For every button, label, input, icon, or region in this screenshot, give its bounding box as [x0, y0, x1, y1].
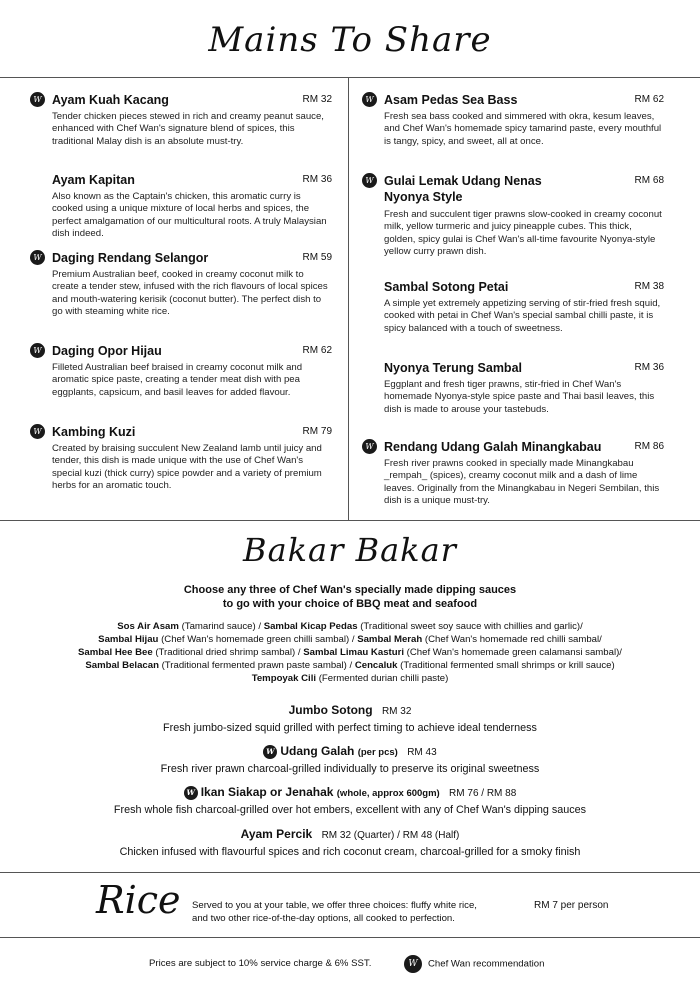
- bbq-item: [0, 826, 700, 860]
- dish-price: RM 62: [302, 345, 332, 356]
- dish-price: RM 59: [302, 252, 332, 263]
- sauce-desc: (Traditional dried shrimp sambal) /: [152, 647, 304, 658]
- rice-desc-line: Served to you at your table, we offer three choices: fluffy white rice,: [192, 900, 477, 911]
- bbq-item-qualifier: (per pcs): [357, 747, 398, 758]
- bbq-item-price: RM 32: [381, 706, 412, 717]
- dish-price: RM 62: [634, 94, 664, 105]
- bbq-item-description: Chicken infused with flavourful spices and rich coconut cream, charcoal-grilled for a smoky finish: [119, 846, 581, 858]
- dish-description: Created by braising succulent New Zealand lamb until juicy and tender, this dish is made unique with the use of Chef Wan's special kuzi (thick curry) spice powder and a variety of premium herbs for an aromatic touch.: [52, 443, 322, 492]
- dish-item: [362, 360, 664, 416]
- bbq-item-description: Fresh river prawn charcoal-grilled individually to preserve its original sweetness: [160, 763, 540, 775]
- sauce-name: Sos Air Asam: [117, 621, 179, 632]
- dish-item: [30, 92, 332, 148]
- dish-item: [362, 279, 664, 335]
- column-divider: [348, 77, 349, 520]
- bbq-item-name: Ikan Siakap or Jenahak: [200, 785, 334, 799]
- intro-line: Choose any three of Chef Wan's specially made dipping sauces: [183, 584, 517, 596]
- chef-recommendation-icon: W: [362, 439, 377, 454]
- dish-name: Ayam Kapitan: [52, 173, 135, 187]
- dish-description: Fresh and succulent tiger prawns slow-cooked in creamy coconut milk, yellow turmeric and juicy pineapple cubes. This thick, golden, spicy gulai is Chef Wan's all-time favourite Nyonya-style yellow curry prawn dish.: [384, 209, 662, 258]
- dish-description: Eggplant and fresh tiger prawns, stir-fried in Chef Wan's homemade Nyonya-style spice paste and Thai basil leaves, this dish is made to arouse your tastebuds.: [384, 379, 655, 415]
- sauce-line: [0, 646, 700, 659]
- mains-section-title: Mains To Share: [208, 20, 492, 60]
- recommendation-legend: [404, 955, 544, 974]
- sauce-list: [0, 620, 700, 685]
- chef-recommendation-icon: W: [362, 92, 377, 107]
- sauce-name: Sambal Kicap Pedas: [263, 621, 358, 632]
- bbq-item-price: RM 76 / RM 88: [449, 788, 517, 799]
- dish-item: [30, 424, 332, 493]
- divider: [0, 872, 700, 873]
- chef-recommendation-icon: W: [184, 786, 198, 800]
- dish-description: Tender chicken pieces stewed in rich and creamy peanut sauce, enhanced with Chef Wan's signature blend of spices, this traditional Malay dish is an absolute must-try.: [52, 111, 324, 147]
- dish-price: RM 38: [634, 281, 664, 292]
- dish-price: RM 79: [302, 426, 332, 437]
- bbq-item: [0, 784, 700, 818]
- chef-recommendation-icon: W: [362, 173, 377, 188]
- dish-name: Daging Rendang Selangor: [52, 251, 209, 265]
- divider: [0, 77, 700, 78]
- chef-recommendation-icon: W: [404, 955, 422, 973]
- chef-recommendation-icon: W: [30, 424, 45, 439]
- chef-recommendation-icon: W: [30, 92, 45, 107]
- chef-recommendation-icon: W: [263, 745, 277, 759]
- bbq-item-price: RM 43: [407, 747, 437, 758]
- bbq-item-description: Fresh whole fish charcoal-grilled over hot embers, excellent with any of Chef Wan's dipping sauces: [113, 804, 587, 816]
- bbq-item-description: Fresh jumbo-sized squid grilled with perfect timing to achieve ideal tenderness: [163, 722, 537, 734]
- bakar-section-title: Bakar Bakar: [243, 531, 457, 569]
- dish-description: A simple yet extremely appetizing serving of stir-fried fresh squid, cooked with petai in Chef Wan's special sambal chilli paste, it is spicy balanced with a touch of sweetness.: [384, 298, 661, 334]
- sauce-name: Sambal Limau Kasturi: [303, 647, 404, 658]
- dish-description: Also known as the Captain's chicken, this aromatic curry is cooked using a unique mixture of local herbs and spices, the perfect amalgamation of our multicultural roots. A truly Malaysian dish indeed.: [52, 191, 327, 240]
- dish-item: [30, 343, 332, 399]
- sauce-name: Cencaluk: [354, 660, 398, 671]
- sauce-desc: (Tamarind sauce) /: [178, 621, 264, 632]
- dish-name: Gulai Lemak Udang Nenas Nyonya Style: [384, 174, 542, 204]
- sauce-desc: (Chef Wan's homemade green calamansi sambal)/: [403, 647, 622, 658]
- dish-name: Rendang Udang Galah Minangkabau: [384, 440, 602, 454]
- bbq-item: [0, 743, 700, 777]
- dish-price: RM 36: [302, 174, 332, 185]
- dish-name: Kambing Kuzi: [52, 425, 136, 439]
- dish-description: Fresh river prawns cooked in specially made Minangkabau _rempah_ (spices), creamy coconut milk and a dash of lime leaves. Originally from the Minangkabau in Negeri Sembilan, this dish is a unique must-try.: [384, 458, 660, 507]
- dish-item: [362, 92, 664, 148]
- chef-recommendation-icon: W: [30, 250, 45, 265]
- sauce-desc: (Traditional sweet soy sauce with chillies and garlic)/: [357, 621, 583, 632]
- dish-item: [362, 173, 664, 259]
- sauce-line: [0, 620, 700, 633]
- dish-price: RM 68: [634, 175, 664, 186]
- bbq-item-price: RM 32 (Quarter) / RM 48 (Half): [321, 830, 460, 841]
- sauce-name: Sambal Hijau: [98, 634, 159, 645]
- sauce-line: [0, 659, 700, 672]
- dish-description: Premium Australian beef, cooked in creamy coconut milk to create a tender stew, infused with the rich flavours of local spices and mouth-watering kerisik (coconut butter). The perfect dish to go with steaming white rice.: [52, 269, 328, 318]
- bbq-item-qualifier: (whole, approx 600gm): [336, 788, 440, 799]
- divider: [0, 937, 700, 938]
- bbq-item-name: Ayam Percik: [240, 827, 313, 841]
- sauce-name: Tempoyak Cili: [251, 673, 317, 684]
- dish-item: [362, 439, 664, 508]
- bbq-item-name: Jumbo Sotong: [288, 703, 373, 717]
- sauce-name: Sambal Hee Bee: [78, 647, 153, 658]
- sauce-desc: (Fermented durian chilli paste): [316, 673, 449, 684]
- sauce-desc: (Chef Wan's homemade green chilli sambal) /: [158, 634, 358, 645]
- bbq-item: [0, 702, 700, 736]
- rice-description: [192, 899, 512, 925]
- legend-label: Chef Wan recommendation: [428, 958, 545, 970]
- chef-recommendation-icon: W: [30, 343, 45, 358]
- sauce-line: [0, 633, 700, 646]
- bakar-intro: [0, 583, 700, 611]
- dish-name: Ayam Kuah Kacang: [52, 93, 169, 107]
- dish-name: Nyonya Terung Sambal: [384, 361, 522, 375]
- sauce-line: [0, 672, 700, 685]
- intro-line: to go with your choice of BBQ meat and seafood: [222, 598, 478, 610]
- dish-item: [30, 172, 332, 241]
- dish-description: Fresh sea bass cooked and simmered with okra, kesum leaves, and Chef Wan's homemade spicy tamarind paste, every mouthful is tangy, spicy, and sweet, all at once.: [384, 111, 662, 147]
- rice-price: RM 7 per person: [534, 900, 609, 911]
- sauce-name: Sambal Merah: [357, 634, 423, 645]
- sauce-desc: (Traditional fermented small shrimps or krill sauce): [397, 660, 615, 671]
- rice-section-title: Rice: [96, 878, 181, 922]
- dish-name: Daging Opor Hijau: [52, 344, 162, 358]
- sauce-name: Sambal Belacan: [85, 660, 159, 671]
- dish-description: Filleted Australian beef braised in creamy coconut milk and aromatic spice paste, creating a tender meat dish with pea eggplants, capsicum, and basil leaves for added flavour.: [52, 362, 303, 398]
- dish-price: RM 36: [634, 362, 664, 373]
- rice-desc-line: and two other rice-of-the-day options, all cooked to perfection.: [192, 913, 455, 924]
- bbq-item-name: Udang Galah: [280, 744, 355, 758]
- dish-price: RM 32: [302, 94, 332, 105]
- divider: [0, 520, 700, 521]
- dish-item: [30, 250, 332, 319]
- dish-name: Asam Pedas Sea Bass: [384, 93, 518, 107]
- dish-price: RM 86: [634, 441, 664, 452]
- sauce-desc: (Chef Wan's homemade red chilli sambal/: [422, 634, 602, 645]
- sauce-desc: (Traditional fermented prawn paste sambal) /: [158, 660, 355, 671]
- dish-name: Sambal Sotong Petai: [384, 280, 509, 294]
- price-note: Prices are subject to 10% service charge & 6% SST.: [149, 958, 372, 969]
